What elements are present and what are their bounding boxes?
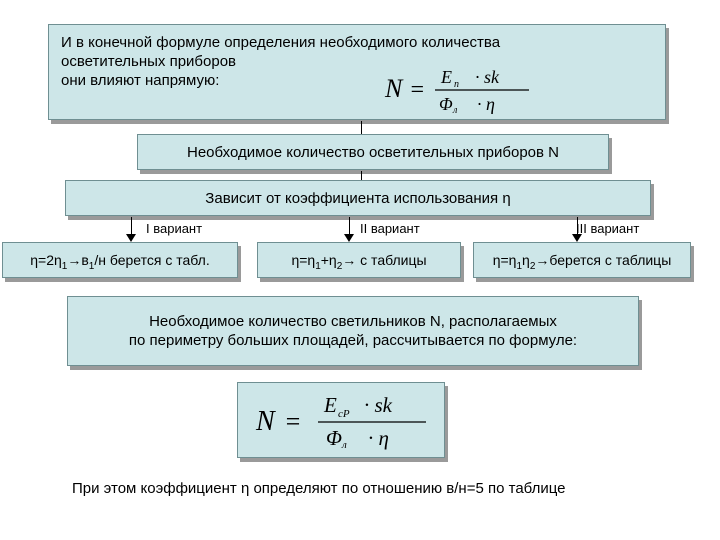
formula-2-den-sub: л <box>342 439 347 451</box>
variant-2-text: $\eta=\eta_1+\eta_2\to с$ таблицы <box>291 252 427 272</box>
utilization-text: Зависит от коэффициента использования η <box>205 190 511 207</box>
formula-2-num-rest: · sk <box>364 393 392 417</box>
formula-1-num-e: E <box>441 67 452 87</box>
variant-3-text: $\eta=\eta_1\eta_2\to берется$ с таблицы <box>492 252 672 272</box>
formula-1-den-rest: · η <box>477 94 495 114</box>
perimeter-line-1: Необходимое количество светильников N, располагаемых <box>149 313 557 330</box>
formula-1 <box>379 63 539 117</box>
variant-3-box <box>473 242 691 278</box>
perimeter-line-2: по периметру больших площадей, рассчитывается по формуле: <box>128 332 578 349</box>
formula-1-num-sub: п <box>454 79 459 90</box>
formula-1-num-rest: · sk <box>475 67 499 87</box>
arrow-v1 <box>126 234 136 242</box>
footer-note: При этом коэффициент η определяют по отношению в/н=5 по таблице <box>72 480 566 497</box>
variant-1-box <box>2 242 238 278</box>
formula-2-den-rest: · η <box>368 426 389 450</box>
formula-2-den-f: Φ <box>326 426 342 450</box>
formula-1-eq: = <box>409 77 426 103</box>
required-fixtures-text: Необходимое количество осветительных приборов N <box>187 144 559 161</box>
intro-box <box>48 24 666 120</box>
intro-line-2: осветительных приборов <box>61 53 237 70</box>
formula-1-den-sub: л <box>453 105 458 116</box>
utilization-box <box>65 180 651 216</box>
formula-2 <box>248 389 438 453</box>
formula-2-lhs: N <box>256 406 275 437</box>
intro-line-1: И в конечной формуле определения необходимого количества <box>61 34 501 51</box>
variant-2-box <box>257 242 461 278</box>
formula-1-lhs: N <box>385 74 403 103</box>
intro-line-3: они влияют напрямую: <box>61 72 220 89</box>
formula-2-box <box>237 382 445 458</box>
connector-2 <box>361 171 362 180</box>
connector-1 <box>361 121 362 134</box>
formula-1-den-f: Φ <box>439 94 453 114</box>
perimeter-fixtures-text <box>68 312 638 350</box>
variant-3-label: III вариант <box>576 221 640 236</box>
variant-2-label: II вариант <box>360 221 420 236</box>
formula-2-eq: = <box>284 407 302 436</box>
variant-1-label: I вариант <box>146 221 203 236</box>
variant-1-text: $\eta=2\eta_1\to в_1/н$ берется с табл. <box>30 252 210 272</box>
formula-2-num-sub: cP <box>338 408 350 420</box>
formula-2-num-e: E <box>324 393 337 417</box>
perimeter-fixtures-box <box>67 296 639 366</box>
required-fixtures-box <box>137 134 609 170</box>
arrow-v2 <box>344 234 354 242</box>
